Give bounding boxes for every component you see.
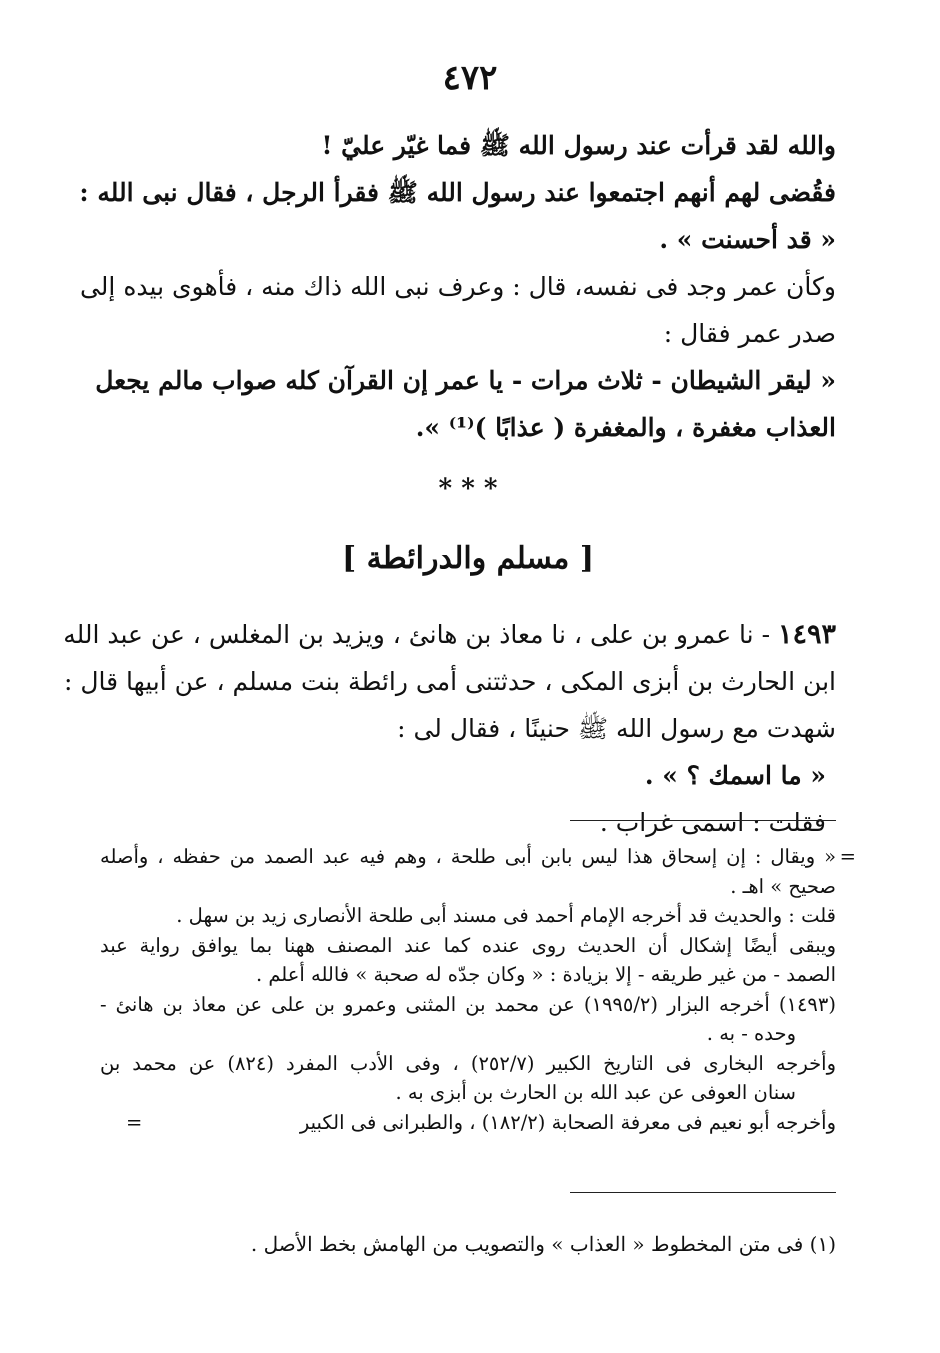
note-line: سنان العوفى عن عبد الله بن الحارث بن أبزى به . [395, 1081, 796, 1104]
hadith-first-line-text: - نا عمرو بن على ، نا معاذ بن هانئ ، ويزيد بن المغلس ، عن عبد الله [63, 620, 771, 649]
text-line: « ما اسمك ؟ » . [644, 761, 826, 790]
text-line: شهدت مع رسول الله ﷺ حنينًا ، فقال لى : [397, 714, 836, 743]
text-line: والله لقد قرأت عند رسول الله ﷺ فما غيّر عليّ ! [321, 131, 836, 160]
note-line [100, 1108, 836, 1138]
continuation-marker: = [839, 845, 856, 868]
section-title: [ مسلم والدرائطة ] [341, 541, 595, 576]
text-line: « ليقر الشيطان - ثلاث مرات - يا عمر إن القرآن كله صواب مالم يجعل [95, 366, 836, 395]
note-line: قلت : والحديث قد أخرجه الإمام أحمد فى مسند أبى طلحة الأنصارى زيد بن سهل . [176, 904, 836, 927]
hadith-number: ١٤٩٣ [777, 619, 836, 650]
section-separator: * * * [438, 474, 498, 504]
note-line-text: وأخرجه أبو نعيم فى معرفة الصحابة (١٨٢/٢) ، والطبرانى فى الكبير [299, 1110, 836, 1134]
note-line: ويبقى أيضًا إشكال أن الحديث روى عنده كما عند المصنف ههنا بما يوافق رواية عبد [100, 933, 836, 957]
text-line: « قد أحسنت » . [659, 225, 836, 254]
note-line: الصمد - من غير طريقه - إلا بزيادة : « وكان جدّه له صحبة » فالله أعلم . [255, 963, 836, 986]
text-line: صدر عمر فقال : [663, 319, 836, 348]
footnote: (١) فى متن المخطوط « العذاب » والتصويب من الهامش بخط الأصل . [250, 1232, 836, 1256]
notes-divider [570, 820, 836, 821]
note-line [100, 842, 856, 872]
text-line: فقلت : اسمى غراب . [599, 808, 826, 837]
notes-block [100, 842, 856, 1137]
text-line: وكأن عمر وجد فى نفسه، قال : وعرف نبى الله ذاك منه ، فأهوى بيده إلى [79, 272, 836, 301]
footnote-divider [570, 1192, 836, 1193]
note-line: صحيح » اهـ . [730, 874, 836, 898]
note-line: وحده - به . [706, 1022, 796, 1045]
text-line: ابن الحارث بن أبزى المكى ، حدثتنى أمى رائطة بنت مسلم ، عن أبيها قال : [64, 667, 836, 696]
note-line-text: « ويقال : إن إسحاق هذا ليس بابن أبى طلحة ، وهم فيه عبد الصمد من حفظه ، وأصله [100, 845, 836, 868]
continuation-marker: = [126, 1110, 143, 1134]
note-line: (١٤٩٣) أخرجه البزار (١٩٩٥/٢) عن محمد بن المثنى وعمرو بن على عن معاذ بن هانئ - [100, 992, 836, 1016]
text-line: فقُضى لهم أنهم اجتمعوا عند رسول الله ﷺ فقرأ الرجل ، فقال نبى الله : [79, 178, 836, 207]
text-line: العذاب مغفرة ، والمغفرة ( عذابًا )⁽¹⁾ ». [415, 413, 836, 442]
main-text [63, 122, 836, 846]
note-line: وأخرجه البخارى فى التاريخ الكبير (٢٥٢/٧) ، وفى الأدب المفرد (٨٢٤) عن محمد بن [100, 1051, 837, 1075]
hadith-first-line [63, 611, 836, 658]
page-number: ٤٧٢ [442, 58, 498, 98]
